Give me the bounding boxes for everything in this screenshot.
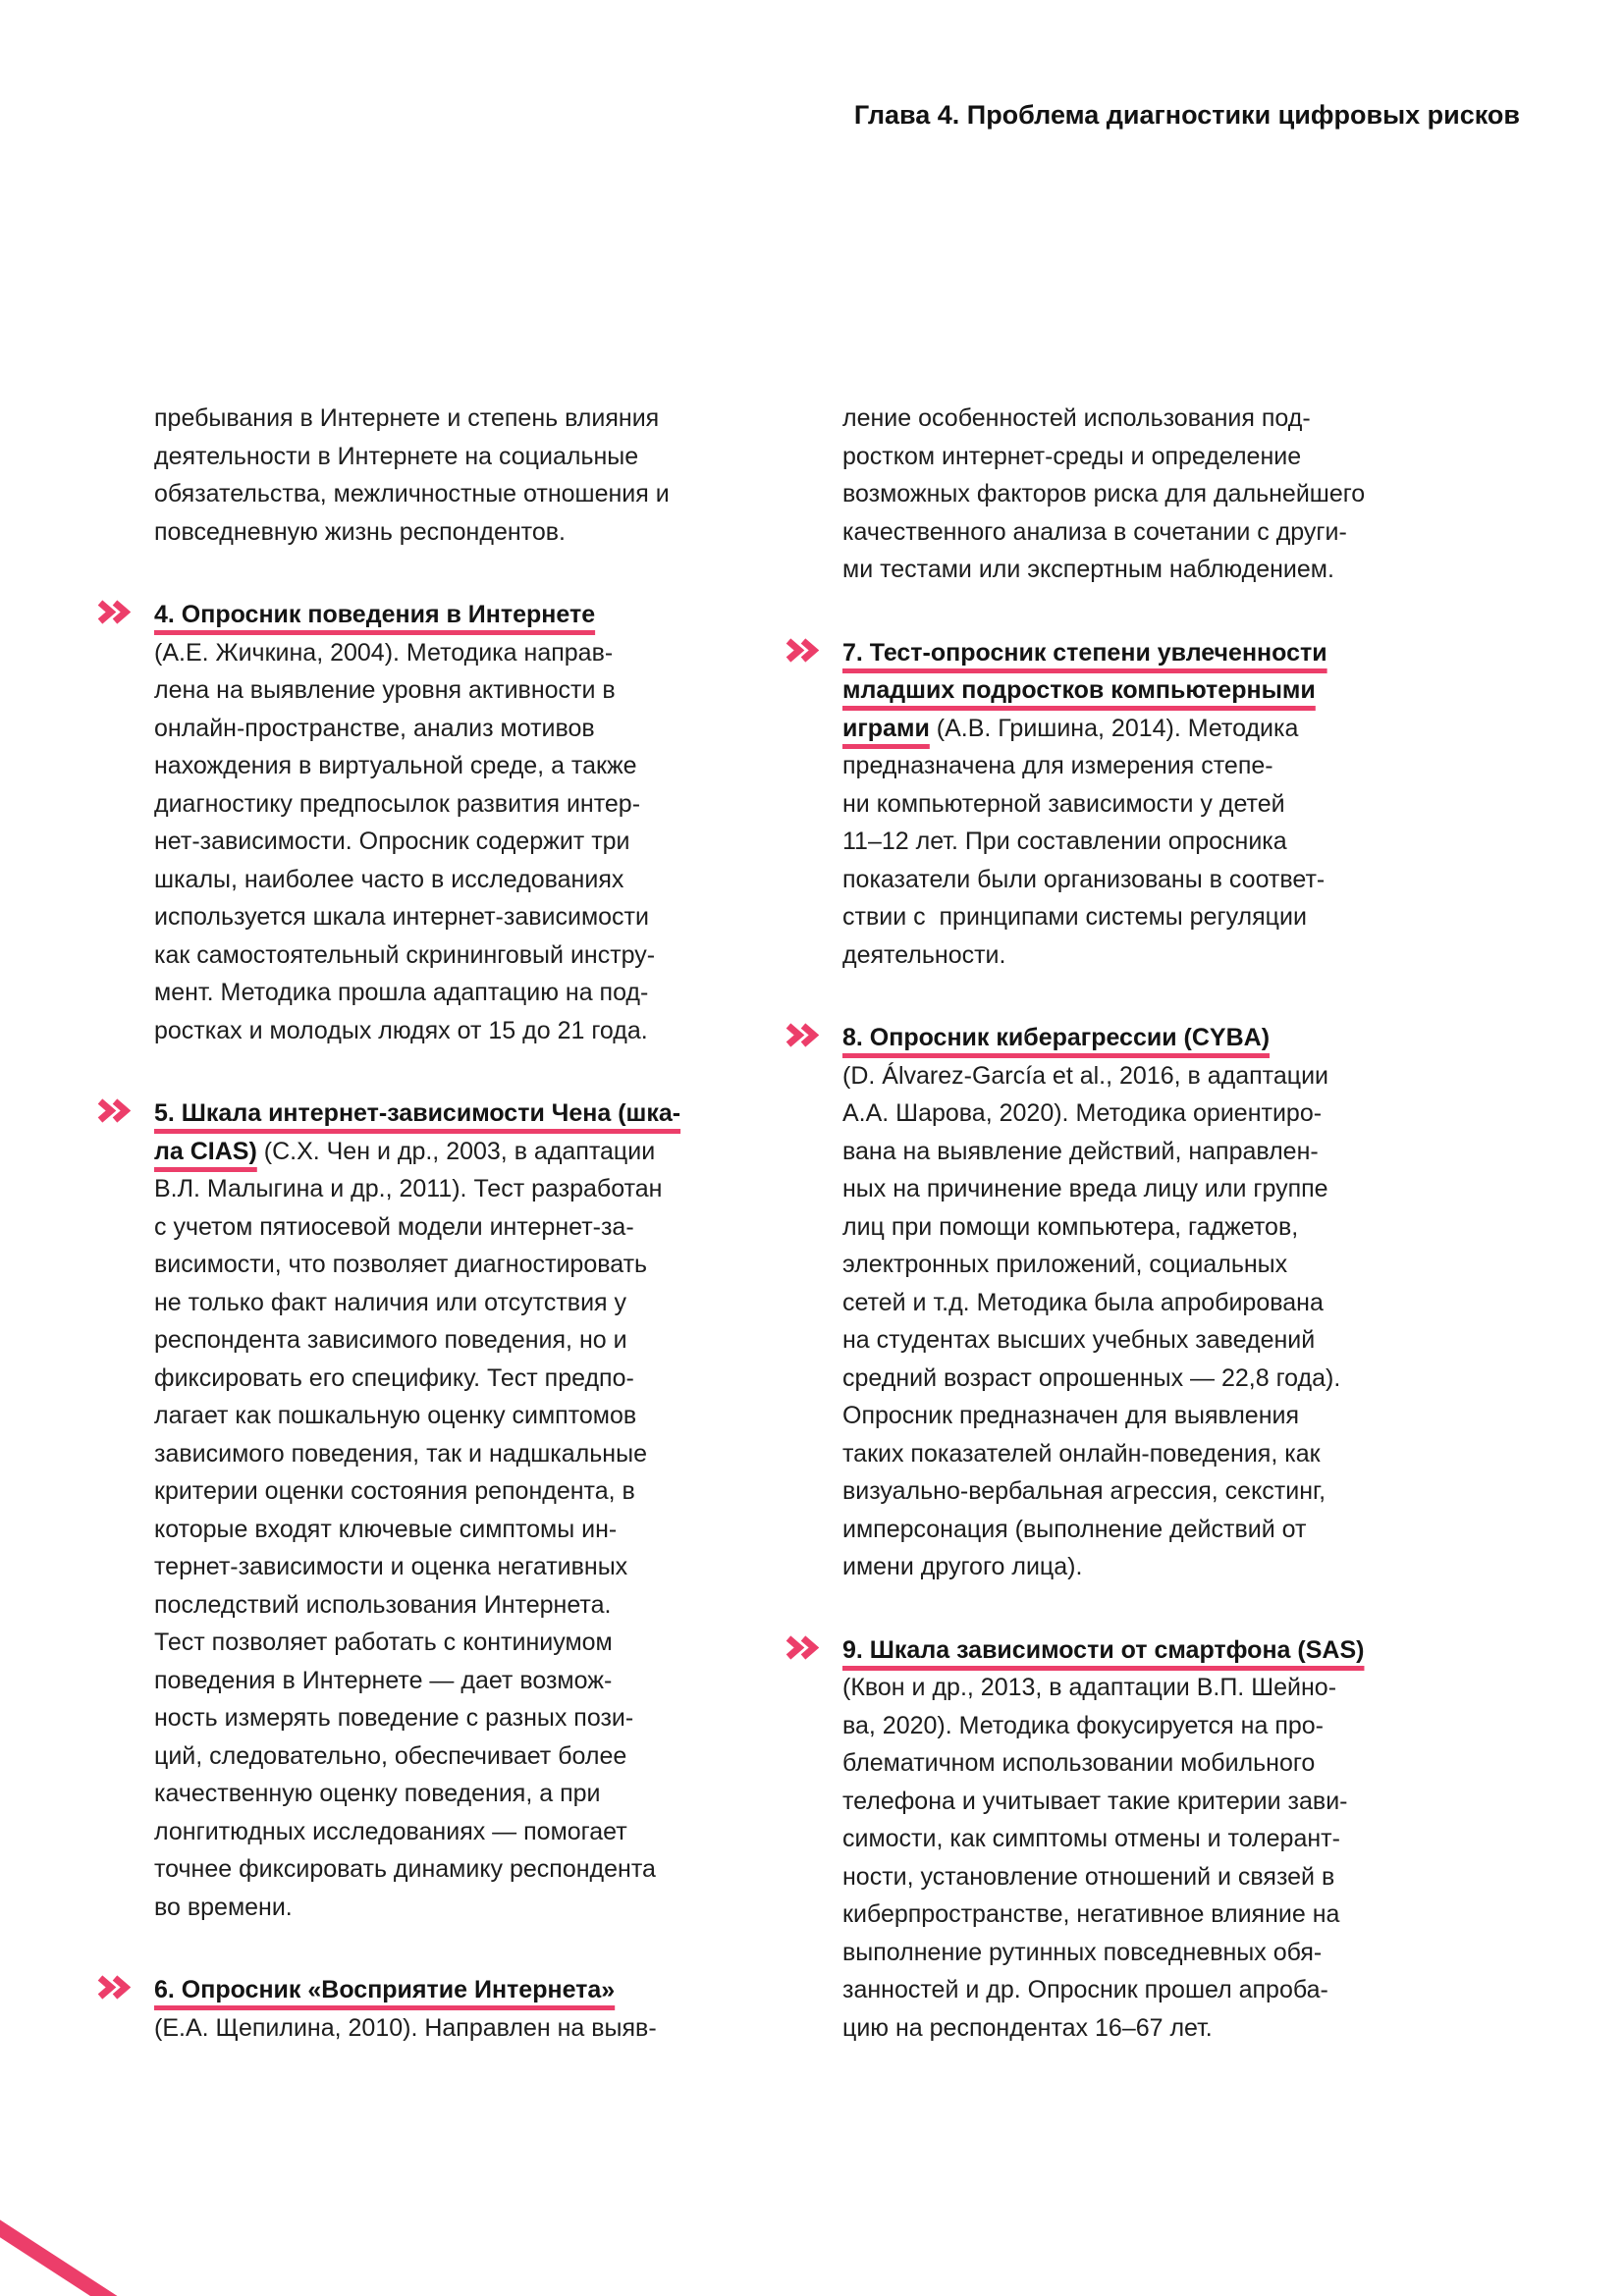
body-line: средний возраст опрошенных — 22,8 года). [842,1363,1341,1392]
section-heading-line: ла CIAS) (С.Х. Чен и др., 2003, в адаптации [154,1137,656,1165]
body-line: выполнение рутинных повседневных обя- [842,1938,1323,1966]
section-heading-text: играми [842,714,930,742]
body-line: ности, установление отношений и связей в [842,1862,1335,1891]
double-chevron-icon [97,1975,131,2000]
body-line: обязательства, межличностные отношения и [154,480,670,507]
body-line: критерии оценки состояния репондента, в [154,1477,635,1505]
body-line: шкалы, наиболее часто в исследованиях [154,865,624,893]
method-section [842,1019,1397,1586]
body-line: зависимого поведения, так и надшкальные [154,1439,647,1468]
section-heading-line [842,634,1397,672]
text-paragraph [154,400,709,551]
method-section [842,1631,1397,2048]
body-line: возможных факторов риска для дальнейшего [842,480,1366,507]
body-line: визуально-вербальная агрессия, секстинг, [842,1477,1326,1505]
body-line: ми тестами или экспертным наблюдением. [842,556,1334,583]
body-line: цию на респондентах 16–67 лет. [842,2013,1213,2042]
body-line: с учетом пятиосевой модели интернет-за- [154,1212,634,1241]
right-text-column [842,400,1397,2047]
body-line: блематичном использовании мобильного [842,1749,1316,1777]
body-line: А.А. Шарова, 2020). Методика ориентиро- [842,1099,1323,1127]
body-line: ление особенностей использования под- [842,404,1311,432]
body-line: респондента зависимого поведения, но и [154,1326,627,1354]
body-line: качественную оценку поведения, а при [154,1780,601,1807]
section-heading-line [842,1019,1397,1057]
body-line: не только факт наличия или отсутствия у [154,1288,627,1316]
body-line: ных на причинение вреда лицу или группе [842,1175,1328,1202]
section-heading-text: 4. Опросник поведения в Интернете [154,601,596,628]
method-section [154,1095,709,1926]
section-heading-text: 5. Шкала интернет-зависимости Чена (шка- [154,1099,681,1127]
double-chevron-icon [785,1023,819,1047]
body-line: во времени. [154,1893,293,1921]
body-line: деятельности. [842,940,1006,969]
body-line: имени другого лица). [842,1553,1083,1580]
section-heading-text: 8. Опросник киберагрессии (CYBA) [842,1024,1271,1051]
body-line: качественного анализа в сочетании с други- [842,517,1347,546]
section-heading-line [154,1095,709,1133]
running-header: Глава 4. Проблема диагностики цифровых рисков [853,100,1520,130]
body-line: тернет-зависимости и оценка негативных [154,1553,628,1580]
body-line: онлайн-пространстве, анализ мотивов [154,714,595,742]
body-line: нет-зависимости. Опросник содержит три [154,828,630,855]
body-line: ствии с принципами системы регуляции [842,903,1307,931]
body-line: лена на выявление уровня активности в [154,676,616,704]
body-line: точнее фиксировать динамику респондента [154,1855,656,1883]
body-line: как самостоятельный скрининговый инстру- [154,940,656,969]
section-heading-line [154,1971,709,2009]
body-line: лонгитюдных исследованиях — помогает [154,1817,627,1845]
body-line: ростках и молодых людях от 15 до 21 года. [154,1016,648,1044]
body-line: электронных приложений, социальных [842,1251,1288,1278]
body-line: ни компьютерной зависимости у детей [842,789,1285,818]
body-line: телефона и учитывает такие критерии зави- [842,1787,1348,1815]
section-heading-line [842,671,1397,710]
section-heading-text: ла CIAS) [154,1137,257,1165]
left-text-column [154,400,709,2047]
section-heading-line: играми (А.В. Гришина, 2014). Методика [842,714,1299,742]
body-line: ность измерять поведение с разных пози- [154,1704,634,1732]
corner-accent-stripe-icon [0,2189,150,2296]
body-line: на студентах высших учебных заведений [842,1326,1316,1354]
body-line: симости, как симптомы отмены и толерант- [842,1825,1340,1852]
body-line: Опросник предназначен для выявления [842,1402,1300,1429]
body-line: вана на выявление действий, направлен- [842,1137,1319,1165]
body-line: нахождения в виртуальной среде, а также [154,752,637,779]
body-line: ций, следовательно, обеспечивает более [154,1741,627,1770]
body-line: висимости, что позволяет диагностировать [154,1251,648,1278]
method-section [154,596,709,1049]
body-line: сетей и т.д. Методика была апробирована [842,1288,1324,1316]
section-heading-text: младших подростков компьютерными [842,676,1316,704]
body-line: ва, 2020). Методика фокусируется на про- [842,1711,1324,1739]
body-line: (D. Álvarez-García et al., 2016, в адаптации [842,1061,1329,1090]
body-line: Тест позволяет работать с континиумом [154,1629,613,1656]
body-line: показатели были организованы в соответ- [842,865,1326,893]
method-section [842,634,1397,975]
section-heading-text: 6. Опросник «Восприятие Интернета» [154,1976,616,2003]
body-line: (Е.А. Щепилина, 2010). Направлен на выяв- [154,2013,657,2042]
section-heading-text: 9. Шкала зависимости от смартфона (SAS) [842,1635,1365,1664]
section-heading-line [154,596,709,634]
double-chevron-icon [97,600,131,624]
body-line: (А.Е. Жичкина, 2004). Методика направ- [154,638,614,667]
body-line: киберпространстве, негативное влияние на [842,1900,1340,1928]
body-line: предназначена для измерения степе- [842,752,1273,779]
body-line: повседневную жизнь респондентов. [154,517,566,546]
section-heading-line [842,1631,1397,1670]
double-chevron-icon [97,1098,131,1123]
body-line: диагностику предпосылок развития интер- [154,789,641,818]
body-line: фиксировать его специфику. Тест предпо- [154,1363,634,1392]
body-line: используется шкала интернет-зависимости [154,903,649,931]
body-line: мент. Методика прошла адаптацию на под- [154,979,649,1006]
body-line: лагает как пошкальную оценку симптомов [154,1402,637,1429]
section-heading-text: 7. Тест-опросник степени увлеченности [842,638,1327,667]
body-line: ростком интернет-среды и определение [842,442,1302,470]
body-line: таких показателей онлайн-поведения, как [842,1439,1321,1468]
method-section [154,1971,709,2047]
body-line: деятельности в Интернете на социальные [154,442,639,470]
body-line: пребывания в Интернете и степень влияния [154,404,660,432]
body-line: поведения в Интернете — дает возмож- [154,1666,613,1694]
body-line: (Квон и др., 2013, в адаптации В.П. Шейно- [842,1674,1337,1701]
body-line: имперсонация (выполнение действий от [842,1515,1307,1543]
double-chevron-icon [785,638,819,663]
body-line: последствий использования Интернета. [154,1590,612,1619]
body-line: занностей и др. Опросник прошел апроба- [842,1976,1328,2003]
body-line: 11–12 лет. При составлении опросника [842,828,1287,855]
text-paragraph [842,400,1397,589]
body-line: которые входят ключевые симптомы ин- [154,1515,618,1543]
double-chevron-icon [785,1635,819,1660]
body-line: лиц при помощи компьютера, гаджетов, [842,1212,1299,1241]
body-line: В.Л. Малыгина и др., 2011). Тест разработан [154,1175,663,1202]
